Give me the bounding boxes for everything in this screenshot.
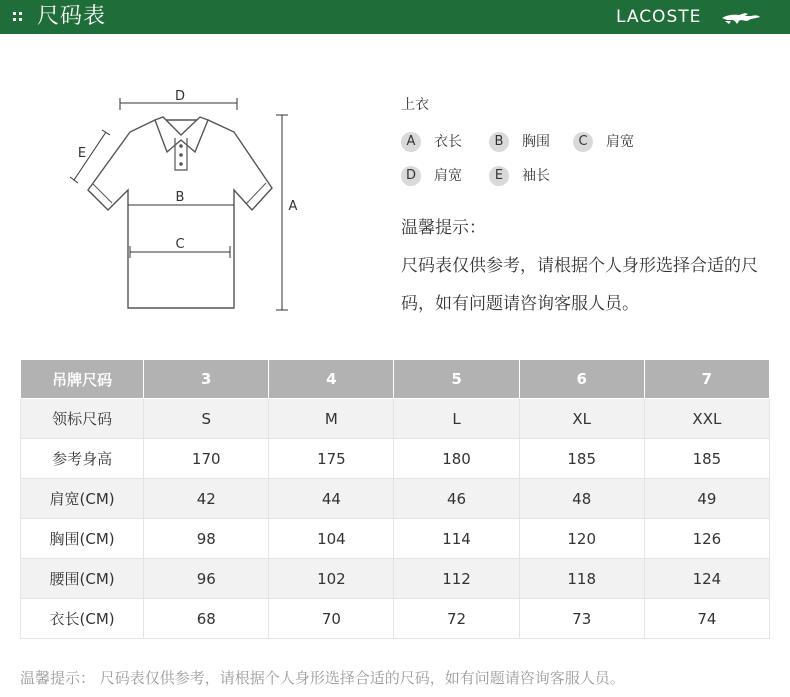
- table-row: [21, 439, 770, 479]
- table-cell: 112: [394, 559, 519, 599]
- table-cell: 领标尺码: [21, 399, 144, 439]
- table-cell: 114: [394, 519, 519, 559]
- legend-label: 胸围: [522, 134, 550, 150]
- brand-name: LACOSTE: [616, 7, 702, 27]
- legend-badge: D: [401, 166, 421, 186]
- legend-label: 肩宽: [606, 134, 634, 150]
- table-cell: 腰围(CM): [21, 559, 144, 599]
- footer-note: 温馨提示： 尺码表仅供参考，请根据个人身形选择合适的尺码，如有问题请咨询客服人员。: [20, 669, 625, 687]
- table-row: [21, 559, 770, 599]
- table-cell: 44: [269, 479, 394, 519]
- table-cell: 118: [519, 559, 644, 599]
- table-cell: M: [269, 399, 394, 439]
- page-title: 尺码表: [37, 4, 107, 29]
- tip-text: 尺码表仅供参考，请根据个人身形选择合适的尺码，如有问题请咨询客服人员。: [401, 256, 758, 314]
- legend-label: 肩宽: [434, 168, 462, 184]
- legend-badge: E: [489, 166, 509, 186]
- dimension-label-e: E: [77, 146, 87, 161]
- table-cell: 衣长(CM): [21, 599, 144, 639]
- table-row: [21, 479, 770, 519]
- table-cell: XL: [519, 399, 644, 439]
- tip-title: 温馨提示：: [401, 218, 486, 238]
- table-cell: 70: [269, 599, 394, 639]
- table-header-cell: 5: [394, 360, 519, 399]
- polo-shirt-icon: [60, 80, 320, 330]
- table-cell: 68: [144, 599, 269, 639]
- garment-category: 上衣: [401, 97, 429, 113]
- dimension-label-b: B: [175, 190, 185, 205]
- table-header-row: [21, 360, 770, 399]
- table-cell: 肩宽(CM): [21, 479, 144, 519]
- table-header-cell: 7: [644, 360, 769, 399]
- table-cell: 185: [644, 439, 769, 479]
- table-cell: 170: [144, 439, 269, 479]
- table-row: [21, 519, 770, 559]
- table-header-cell: 吊牌尺码: [21, 360, 144, 399]
- grid-dots-icon: [13, 12, 23, 22]
- table-header-cell: 6: [519, 360, 644, 399]
- table-cell: 46: [394, 479, 519, 519]
- legend-label: 袖长: [522, 168, 550, 184]
- table-cell: XXL: [644, 399, 769, 439]
- table-cell: 98: [144, 519, 269, 559]
- table-header-cell: 4: [269, 360, 394, 399]
- table-cell: 73: [519, 599, 644, 639]
- dimension-label-c: C: [175, 237, 185, 252]
- table-cell: 126: [644, 519, 769, 559]
- dimension-label-a: A: [288, 199, 298, 214]
- table-cell: 42: [144, 479, 269, 519]
- table-cell: 102: [269, 559, 394, 599]
- page-header: [0, 0, 790, 34]
- table-cell: S: [144, 399, 269, 439]
- table-cell: 49: [644, 479, 769, 519]
- table-cell: L: [394, 399, 519, 439]
- table-cell: 185: [519, 439, 644, 479]
- table-cell: 48: [519, 479, 644, 519]
- legend-badge: C: [573, 132, 593, 152]
- table-cell: 96: [144, 559, 269, 599]
- legend-label: 衣长: [434, 134, 462, 150]
- table-cell: 参考身高: [21, 439, 144, 479]
- table-row: [21, 599, 770, 639]
- crocodile-logo-icon: [721, 9, 761, 25]
- table-cell: 72: [394, 599, 519, 639]
- table-cell: 124: [644, 559, 769, 599]
- table-cell: 胸围(CM): [21, 519, 144, 559]
- shirt-diagram: [60, 80, 320, 330]
- table-cell: 104: [269, 519, 394, 559]
- size-table: [20, 359, 770, 639]
- table-cell: 175: [269, 439, 394, 479]
- legend-badge: B: [489, 132, 509, 152]
- table-cell: 120: [519, 519, 644, 559]
- table-cell: 180: [394, 439, 519, 479]
- dimension-label-d: D: [174, 89, 186, 104]
- table-header-cell: 3: [144, 360, 269, 399]
- legend-badge: A: [401, 132, 421, 152]
- table-cell: 74: [644, 599, 769, 639]
- table-row: [21, 399, 770, 439]
